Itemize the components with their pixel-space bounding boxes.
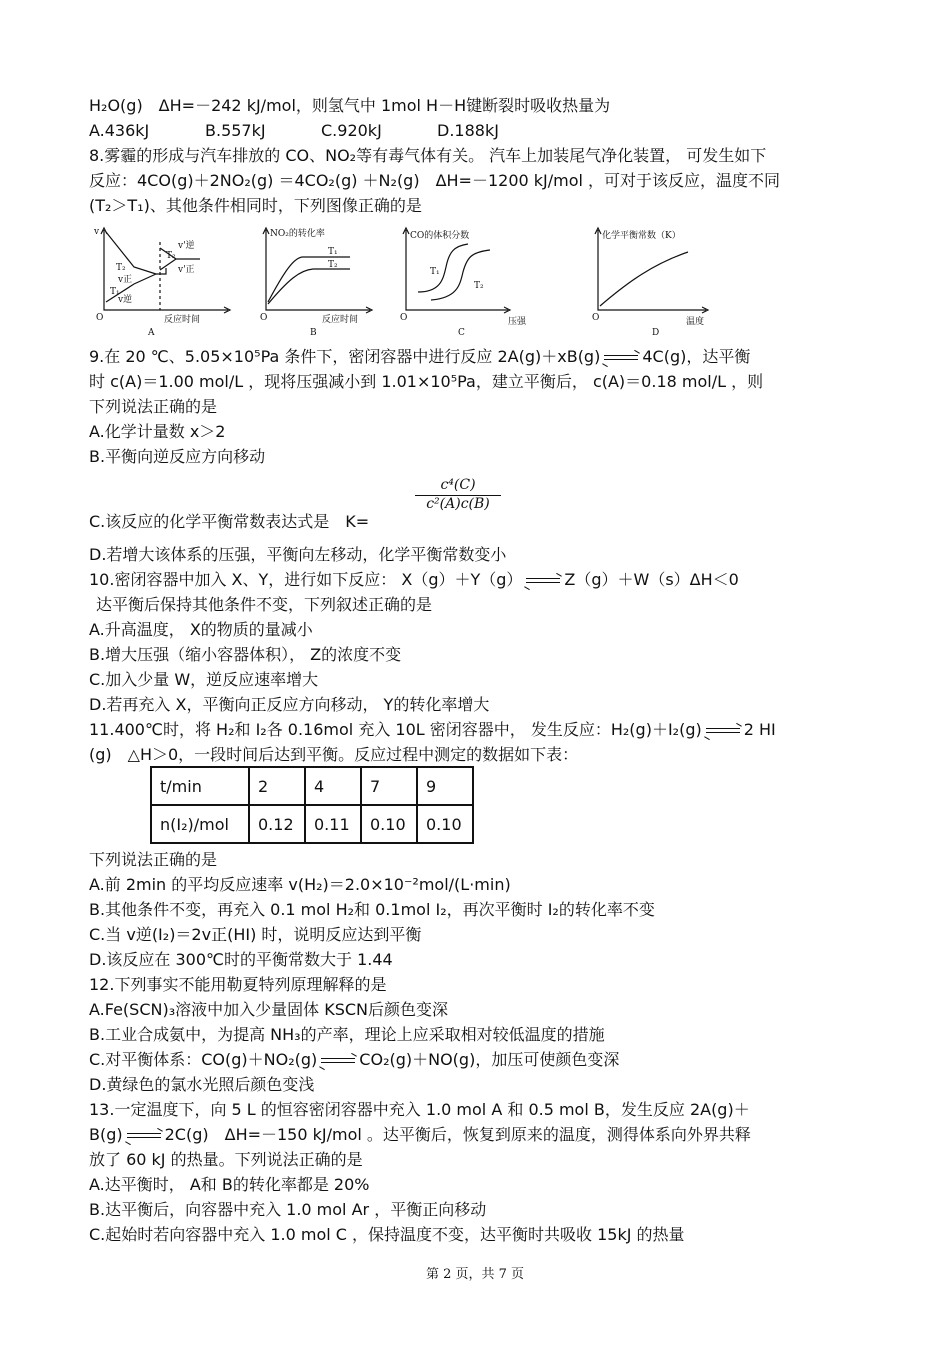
text-span: 10.密闭容器中加入 X、Y，进行如下反应： X（g）＋Y（g） (89, 570, 523, 589)
graph-c-t2: T₂ (474, 281, 484, 291)
graph-a-label: A (148, 328, 155, 337)
equilibrium-arrow-icon (526, 577, 560, 585)
table-cell: 4 (305, 767, 361, 805)
graph-a-t2b: T₂ (166, 251, 176, 261)
text-span: CO₂(g)＋NO(g)，加压可使颜色变深 (359, 1050, 620, 1069)
fraction-numerator: c⁴(C) (415, 477, 501, 496)
graph-c-t1: T₁ (430, 267, 440, 277)
question-8: 8.雾霾的形成与汽车排放的 CO、NO₂等有毒气体有关。 汽车上加装尾气净化装置， 可发生如下 (89, 146, 767, 165)
text-span: 11.400℃时，将 H₂和 I₂各 0.16mol 充入 10L 密闭容器中， 发生反应：H₂(g)＋I₂(g) (89, 720, 702, 739)
graph-a-xlabel: 反应时间 (164, 315, 201, 325)
table-row (151, 805, 473, 843)
text-line: B.增大压强（缩小容器体积）， Z的浓度不变 (89, 645, 402, 664)
text-line: B.其他条件不变，再充入 0.1 mol H₂和 0.1mol I₂，再次平衡时 I₂的转化率不变 (89, 900, 655, 919)
text-line: D.若再充入 X，平衡向正反应方向移动， Y的转化率增大 (89, 695, 490, 714)
equilibrium-constant-fraction (415, 477, 501, 512)
graph-d-xlabel: 温度 (686, 317, 705, 327)
graph-a-vn: v逆 (118, 295, 133, 305)
option-b: B.557kJ (205, 121, 266, 140)
graphs-figure (88, 222, 728, 337)
options-line (89, 119, 553, 143)
text-line: 下列说法正确的是 (89, 397, 218, 416)
text-line: D.若增大该体系的压强，平衡向左移动，化学平衡常数变小 (89, 545, 507, 564)
text-span: 2C(g) ΔH=－150 kJ/mol 。达平衡后，恢复到原来的温度，测得体系向外界共释 (164, 1125, 751, 1144)
text-span: 2 HI (743, 720, 776, 739)
option-c: C.920kJ (321, 121, 382, 140)
graph-b-t2: T₂ (328, 260, 338, 270)
table-cell: n(I₂)/mol (151, 805, 249, 843)
equilibrium-arrow-icon (127, 1132, 161, 1140)
text-line: (T₂＞T₁)、其他条件相同时，下列图像正确的是 (89, 196, 422, 215)
text-line (89, 1123, 751, 1147)
equilibrium-arrow-icon (321, 1057, 355, 1065)
question-13: 13.一定温度下，向 5 L 的恒容密闭容器中充入 1.0 mol A 和 0.5 mol B，发生反应 2A(g)＋ (89, 1100, 750, 1119)
text-line: (g) △H＞0，一段时间后达到平衡。反应过程中测定的数据如下表： (89, 745, 579, 764)
table-cell: 9 (417, 767, 473, 805)
text-line: B.平衡向逆反应方向移动 (89, 447, 266, 466)
graph-b-ylabel: NO₂的转化率 (270, 229, 325, 239)
table-cell: 0.12 (249, 805, 305, 843)
text-line: C.该反应的化学平衡常数表达式是 K= (89, 512, 370, 531)
text-line: C.当 v逆(I₂)＝2v正(HI) 时，说明反应达到平衡 (89, 925, 422, 944)
graph-a-origin: O (96, 313, 104, 323)
text-line: 达平衡后保持其他条件不变，下列叙述正确的是 (96, 595, 433, 614)
graph-c-label: C (458, 328, 465, 337)
text-line: B.工业合成氨中，为提高 NH₃的产率，理论上应采取相对较低温度的措施 (89, 1025, 605, 1044)
text-line: C.起始时若向容器中充入 1.0 mol C ，保持温度不变，达平衡时共吸收 15kJ 的热量 (89, 1225, 685, 1244)
text-span: 4C(g)，达平衡 (642, 347, 751, 366)
graph-a-ylabel: v (94, 227, 100, 237)
page-footer: 第 2 页，共 7 页 (425, 1267, 525, 1282)
text-line: A.升高温度， X的物质的量减小 (89, 620, 313, 639)
text-line (89, 1048, 619, 1072)
graph-b-t1: T₁ (328, 247, 338, 257)
graph-a-vn2: v'逆 (178, 241, 195, 251)
text-line: A.前 2min 的平均反应速率 v(H₂)＝2.0×10⁻²mol/(L·min) (89, 875, 511, 894)
equilibrium-arrow-icon (706, 727, 740, 735)
graph-b-xlabel: 反应时间 (322, 315, 359, 325)
text-line: D.该反应在 300℃时的平衡常数大于 1.44 (89, 950, 393, 969)
text-line: H₂O(g) ΔH=－242 kJ/mol，则氢气中 1mol H－H键断裂时吸收热量为 (89, 96, 611, 115)
table-cell: 2 (249, 767, 305, 805)
fraction-denominator: c²(A)c(B) (426, 496, 490, 512)
graph-d-label: D (652, 328, 660, 337)
table-cell: 0.10 (361, 805, 417, 843)
question-10 (89, 568, 739, 592)
data-table (150, 766, 474, 844)
question-11 (89, 718, 776, 742)
option-a: A.436kJ (89, 121, 150, 140)
graph-a-t1: T₁ (110, 287, 120, 297)
graph-c-ylabel: CO的体积分数 (410, 231, 470, 241)
graph-d-ylabel: 化学平衡常数（K） (602, 231, 681, 241)
text-line: A.Fe(SCN)₃溶液中加入少量固体 KSCN后颜色变深 (89, 1000, 448, 1019)
option-d: D.188kJ (437, 121, 499, 140)
text-line: D.黄绿色的氯水光照后颜色变浅 (89, 1075, 315, 1094)
graph-c-origin: O (400, 313, 408, 323)
graph-a-vz: v正 (118, 275, 133, 285)
text-line: C.加入少量 W，逆反应速率增大 (89, 670, 319, 689)
text-line: 时 c(A)＝1.00 mol/L ，现将压强减小到 1.01×10⁵Pa，建立平衡后， c(A)＝0.18 mol/L ，则 (89, 372, 764, 391)
text-line: B.达平衡后，向容器中充入 1.0 mol Ar ，平衡正向移动 (89, 1200, 487, 1219)
question-12: 12.下列事实不能用勒夏特列原理解释的是 (89, 975, 387, 994)
text-span: B(g) (89, 1125, 123, 1144)
text-line: A.化学计量数 x＞2 (89, 422, 226, 441)
table-cell: 0.11 (305, 805, 361, 843)
graph-b-label: B (310, 328, 317, 337)
text-span: Z（g）＋W（s）ΔH＜0 (564, 570, 739, 589)
equilibrium-arrow-icon (604, 354, 638, 362)
table-row (151, 767, 473, 805)
text-line: 反应：4CO(g)＋2NO₂(g) ＝4CO₂(g) ＋N₂(g) ΔH=－1200 kJ/mol ，可对于该反应，温度不同 (89, 171, 781, 190)
graph-c-xlabel: 压强 (508, 317, 527, 327)
graph-a-t2: T₂ (116, 263, 126, 273)
text-line: A.达平衡时， A和 B的转化率都是 20% (89, 1175, 370, 1194)
graph-d-origin: O (592, 313, 600, 323)
question-9 (89, 345, 750, 369)
table-cell: t/min (151, 767, 249, 805)
graph-a-vz2: v'正 (178, 265, 195, 275)
text-span: C.对平衡体系：CO(g)＋NO₂(g) (89, 1050, 318, 1069)
text-line: 放了 60 kJ 的热量。下列说法正确的是 (89, 1150, 363, 1169)
table-cell: 0.10 (417, 805, 473, 843)
table-cell: 7 (361, 767, 417, 805)
text-span: 9.在 20 ℃、5.05×10⁵Pa 条件下，密闭容器中进行反应 2A(g)＋xB(g) (89, 347, 601, 366)
text-line: 下列说法正确的是 (89, 850, 218, 869)
graph-b-origin: O (260, 313, 268, 323)
